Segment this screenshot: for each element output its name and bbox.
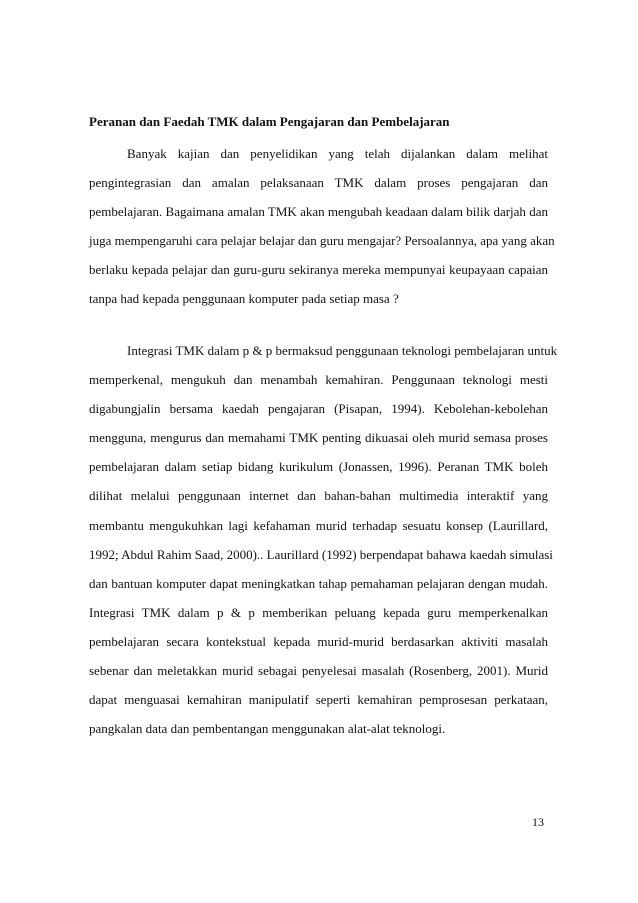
paragraph-line: pembelajaran. Bagaimana amalan TMK akan mengubah keadaan dalam bilik darjah dan xyxy=(89,204,548,220)
paragraph-line: memperkenal, mengukuh dan menambah kemahiran. Penggunaan teknologi mesti xyxy=(89,372,548,388)
paragraph-2 xyxy=(89,342,558,749)
paragraph-line: Banyak kajian dan penyelidikan yang telah dijalankan dalam melihat xyxy=(127,146,548,161)
paragraph-line: 1992; Abdul Rahim Saad, 2000).. Laurillard (1992) berpendapat bahawa kaedah simulasi xyxy=(89,546,553,562)
paragraph-line: pengintegrasian dan amalan pelaksanaan TMK dalam proses pengajaran dan xyxy=(89,175,548,191)
paragraph-line: pembelajaran secara kontekstual kepada murid-murid berdasarkan aktiviti masalah xyxy=(89,633,548,649)
paragraph-line: Integrasi TMK dalam p & p memberikan peluang kepada guru memperkenalkan xyxy=(89,604,548,620)
paragraph-line: dilihat melalui penggunaan internet dan bahan-bahan multimedia interaktif yang xyxy=(89,488,548,504)
section-heading: Peranan dan Faedah TMK dalam Pengajaran dan Pembelajaran xyxy=(89,114,450,129)
paragraph-line: berlaku kepada pelajar dan guru-guru sekiranya mereka mempunyai keupayaan capaian xyxy=(89,262,548,278)
paragraph-line: juga mempengaruhi cara pelajar belajar dan guru mengajar? Persoalannya, apa yang akan xyxy=(89,233,555,249)
paragraph-line: dan bantuan komputer dapat meningkatkan tahap pemahaman pelajaran dengan mudah. xyxy=(89,575,548,591)
paragraph-line: digabungjalin bersama kaedah pengajaran (Pisapan, 1994). Kebolehan-kebolehan xyxy=(89,401,548,417)
paragraph-line: membantu mengukuhkan lagi kefahaman murid terhadap sesuatu konsep (Laurillard, xyxy=(89,517,548,533)
paragraph-line: sebenar dan meletakkan murid sebagai penyelesai masalah (Rosenberg, 2001). Murid xyxy=(89,663,548,679)
paragraph-line: Integrasi TMK dalam p & p bermaksud penggunaan teknologi pembelajaran untuk xyxy=(127,343,558,358)
paragraph-line: tanpa had kepada penggunaan komputer pada setiap masa ? xyxy=(89,291,399,307)
page-number: 13 xyxy=(532,815,544,829)
paragraph-line: dapat menguasai kemahiran manipulatif seperti kemahiran pemprosesan perkataan, xyxy=(89,692,548,708)
paragraph-1 xyxy=(89,145,555,320)
paragraph-line: pangkalan data dan pembentangan menggunakan alat-alat teknologi. xyxy=(89,721,446,737)
paragraph-line: pembelajaran dalam setiap bidang kurikulum (Jonassen, 1996). Peranan TMK boleh xyxy=(89,459,548,475)
paragraph-line: mengguna, mengurus dan memahami TMK penting dikuasai oleh murid semasa proses xyxy=(89,430,548,446)
